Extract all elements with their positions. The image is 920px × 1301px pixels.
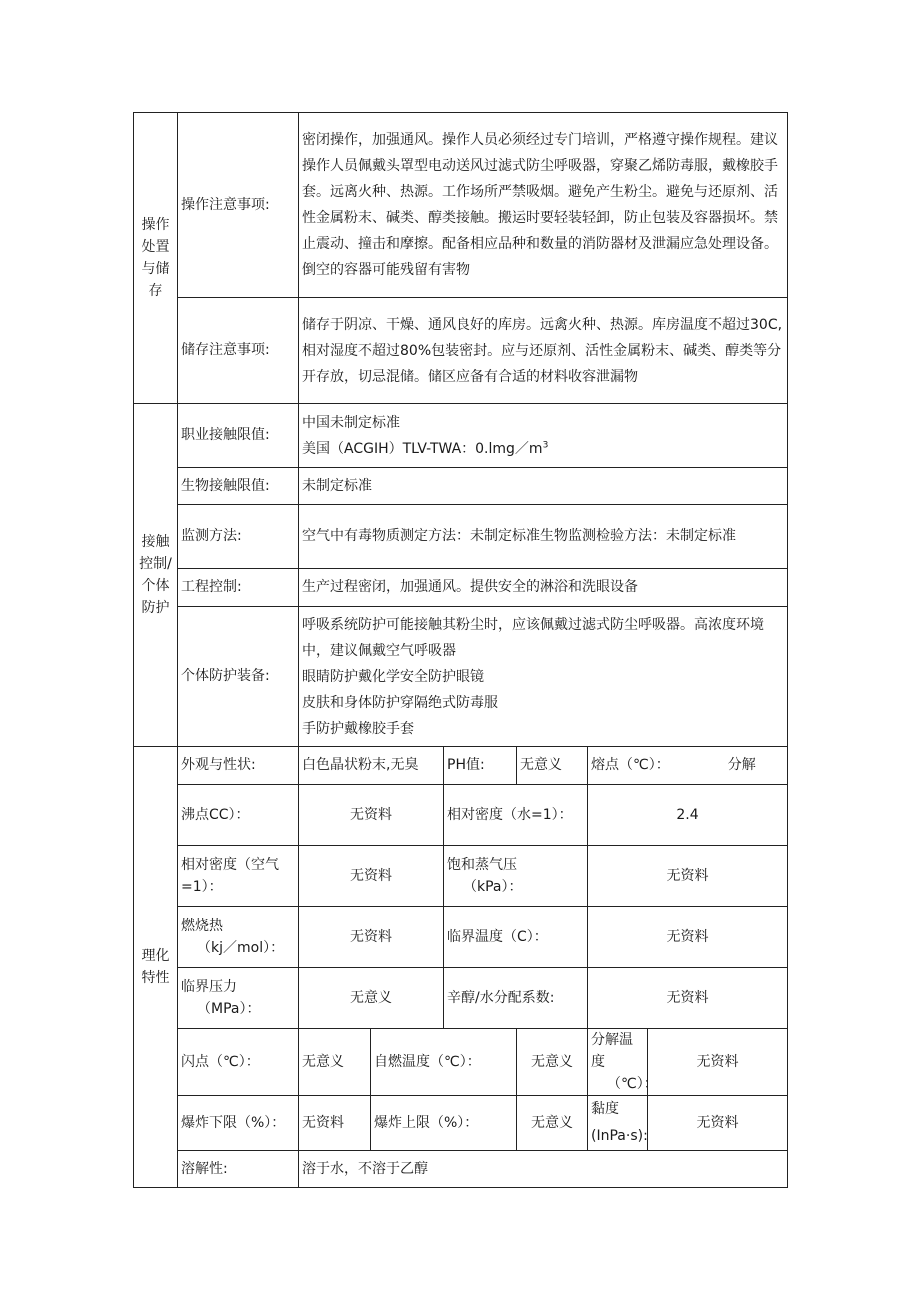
critical-pressure-label-line2: （MPa）： <box>197 1001 261 1017</box>
ph-value: 无意义 <box>517 747 588 785</box>
properties-section-title: 理化特性 <box>134 747 178 1188</box>
occupational-limit-usa <box>302 436 784 462</box>
operation-notes-label: 操作注意事项: <box>178 113 299 298</box>
decomposition-temperature-label-line2: （℃）： <box>607 1076 658 1092</box>
critical-temperature-label: 临界温度（C）： <box>444 907 588 968</box>
lower-explosive-limit-label: 爆炸下限（%）： <box>178 1096 299 1151</box>
autoignition-label: 自燃温度（℃）： <box>371 1029 517 1096</box>
ppe-label: 个体防护装备: <box>178 607 299 747</box>
critical-pressure-value: 无意义 <box>299 968 444 1029</box>
autoignition-value: 无意义 <box>517 1029 588 1096</box>
storage-notes-label: 储存注意事项: <box>178 298 299 404</box>
monitoring-method-value: 空气中有毒物质测定方法：未制定标准生物监测检验方法：未制定标准 <box>299 505 788 569</box>
cubic-superscript: 3 <box>542 439 549 450</box>
viscosity-label: 黏度(InPa·s): <box>588 1096 648 1151</box>
exposure-table <box>133 403 788 747</box>
appearance-value: 白色晶状粉末,无臭 <box>299 747 444 785</box>
ph-label: PH值: <box>444 747 517 785</box>
vapor-pressure-label-line2: （kPa）： <box>463 879 523 895</box>
upper-explosive-limit-value: 无意义 <box>517 1096 588 1151</box>
critical-pressure-label <box>178 968 299 1029</box>
critical-pressure-label-line1: 临界压力 <box>181 979 237 995</box>
monitoring-method-label: 监测方法: <box>178 505 299 569</box>
partition-coefficient-value: 无资料 <box>588 968 788 1029</box>
engineering-control-value: 生产过程密闭，加强通风。提供安全的淋浴和洗眼设备 <box>299 569 788 607</box>
ppe-eye: 眼睛防护戴化学安全防护眼镜 <box>302 668 484 685</box>
biological-limit-label: 生物接触限值: <box>178 468 299 505</box>
upper-explosive-limit-label: 爆炸上限（%）： <box>371 1096 517 1151</box>
solubility-value: 溶于水，不溶于乙醇 <box>299 1151 788 1188</box>
flash-point-label: 闪点（℃）： <box>178 1029 299 1096</box>
storage-section-title: 操作处置与储存 <box>134 113 178 404</box>
relative-density-air-label: 相对密度（空气=1）： <box>178 846 299 907</box>
biological-limit-value: 未制定标准 <box>299 468 788 505</box>
decomposition-temperature-label <box>588 1029 658 1096</box>
combustion-heat-label-line2: （kj／mol）： <box>197 940 285 956</box>
boiling-point-value: 无资料 <box>299 785 444 846</box>
occupational-limit-label: 职业接触限值: <box>178 404 299 468</box>
occupational-limit-china: 中国未制定标准 <box>302 414 400 431</box>
engineering-control-label: 工程控制: <box>178 569 299 607</box>
combustion-heat-label-line1: 燃烧热 <box>181 918 223 934</box>
solubility-label: 溶解性: <box>178 1151 299 1188</box>
ppe-body: 皮肤和身体防护穿隔绝式防毒服 <box>302 694 498 711</box>
exposure-section-title: 接触控制/个体防护 <box>134 404 178 747</box>
occupational-limit-usa-text: 美国（ACGIH）TLV-TWA：0.lmg／m <box>302 440 543 457</box>
decomposition-temperature-label-line1: 分解温度 <box>591 1032 634 1070</box>
ppe-hand: 手防护戴橡胶手套 <box>302 720 414 737</box>
relative-density-water-label: 相对密度（水=1）： <box>444 785 588 846</box>
critical-temperature-value: 无资料 <box>588 907 788 968</box>
storage-notes-text: 储存于阴凉、干燥、通风良好的库房。远禽火种、热源。库房温度不超过30C,相对湿度不超过80%包装密封。应与还原剂、活性金属粉末、碱类、醇类等分开存放，切忌混储。储区应备有合适的材料收容泄漏物 <box>299 298 788 404</box>
appearance-label: 外观与性状: <box>178 747 299 785</box>
flash-point-value: 无意义 <box>299 1029 371 1096</box>
relative-density-water-value: 2.4 <box>588 785 788 846</box>
melting-point-value: 分解 <box>727 757 756 773</box>
viscosity-value: 无资料 <box>648 1096 788 1151</box>
vapor-pressure-label-line1: 饱和蒸气压 <box>447 857 518 873</box>
combustion-heat-label <box>178 907 299 968</box>
vapor-pressure-label <box>444 846 588 907</box>
operation-notes-text: 密闭操作，加强通风。操作人员必须经过专门培训，严格遵守操作规程。建议操作人员佩戴头罩型电动送风过滤式防尘呼吸器，穿聚乙烯防毒服，戴橡胶手套。远离火种、热源。工作场所严禁吸烟。避免产生粉尘。避免与还原剂、活性金属粉末、碱类、醇类接触。搬运时要轻装轻卸，防止包装及容器损坏。禁止震动、撞击和摩擦。配备相应品种和数量的消防器材及泄漏应急处理设备。倒空的容器可能残留有害物 <box>299 113 788 298</box>
ppe-value <box>299 607 788 747</box>
ppe-respiratory: 呼吸系统防护可能接触其粉尘时，应该佩戴过滤式防尘呼吸器。高浓度环境中，建议佩戴空气呼吸器 <box>302 616 764 659</box>
partition-coefficient-label: 辛醇/水分配系数: <box>444 968 588 1029</box>
properties-table <box>133 746 788 1188</box>
storage-table <box>133 112 788 404</box>
melting-point-cell <box>588 747 788 785</box>
lower-explosive-limit-value: 无资料 <box>299 1096 371 1151</box>
combustion-heat-value: 无资料 <box>299 907 444 968</box>
decomposition-temperature-value: 无资料 <box>648 1029 788 1096</box>
boiling-point-label: 沸点CC）： <box>178 785 299 846</box>
melting-point-label: 熔点（℃）： <box>591 757 670 773</box>
occupational-limit-value <box>299 404 788 468</box>
vapor-pressure-value: 无资料 <box>588 846 788 907</box>
relative-density-air-value: 无资料 <box>299 846 444 907</box>
